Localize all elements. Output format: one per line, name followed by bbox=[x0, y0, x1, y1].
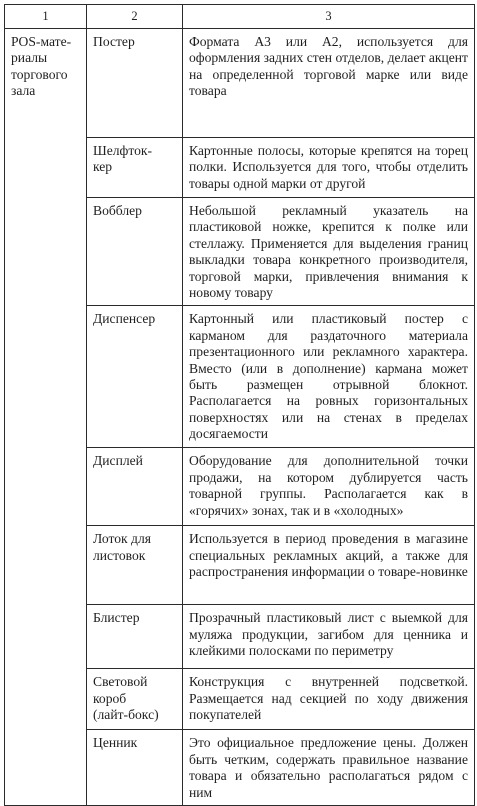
material-name: Постер bbox=[87, 29, 183, 138]
material-name: Дисплей bbox=[87, 448, 183, 526]
material-name: Световой короб (лайт-бокс) bbox=[87, 669, 183, 730]
table-row bbox=[5, 29, 475, 138]
material-description: Картонные полосы, которые крепятся на торец полки. Используется для того, чтобы отделить товары одной марки от другой bbox=[183, 138, 475, 198]
material-description: Оборудование для дополнительной точки продажи, на котором дублируется часть товарной группы. Располагается как в «горячих» зонах, так и в «холодных» bbox=[183, 448, 475, 526]
material-description: Картонный или пластиковый постер с карманом для раздаточного материала презентационного или рекламного характера. Вместо (или в дополнение) кармана может быть размещен отрывной блокнот. Располагается на ровных горизонтальных поверхностях или на стенах в пределах досягаемости bbox=[183, 306, 475, 448]
material-description: Используется в период проведения в магазине специальных рекламных акций, а также для распространения информации о товаре-новинке bbox=[183, 526, 475, 605]
column-number-1: 1 bbox=[5, 5, 87, 29]
pos-materials-table bbox=[4, 4, 475, 806]
material-description: Конструкция с внутренней подсветкой. Размещается над секцией по ходу движения покупателей bbox=[183, 669, 475, 730]
material-name: Вобблер bbox=[87, 198, 183, 306]
material-name: Диспенсер bbox=[87, 306, 183, 448]
material-name: Блистер bbox=[87, 605, 183, 669]
column-number-2: 2 bbox=[87, 5, 183, 29]
material-name: Шелфток- кер bbox=[87, 138, 183, 198]
material-name: Ценник bbox=[87, 730, 183, 806]
material-description: Формата А3 или А2, используется для оформления задних стен отделов, делает акцент на определенной торговой марке или виде товара bbox=[183, 29, 475, 138]
column-number-3: 3 bbox=[183, 5, 475, 29]
material-description: Это официальное предложение цены. Должен быть четким, содержать правильное название товара и обязательно располагаться рядом с ним bbox=[183, 730, 475, 806]
material-description: Прозрачный пластиковый лист с выемкой для муляжа продукции, загибом для ценника и клейкими полосками по периметру bbox=[183, 605, 475, 669]
group-label-cell: POS-мате- риалы торгового зала bbox=[5, 29, 87, 806]
table-header-row bbox=[5, 5, 475, 29]
material-description: Небольшой рекламный указатель на пластиковой ножке, крепится к полке или стеллажу. Применяется для выделения границ выкладки товара конкретного производителя, торговой марки, привлечения внимания к новому товару bbox=[183, 198, 475, 306]
material-name: Лоток для листовок bbox=[87, 526, 183, 605]
